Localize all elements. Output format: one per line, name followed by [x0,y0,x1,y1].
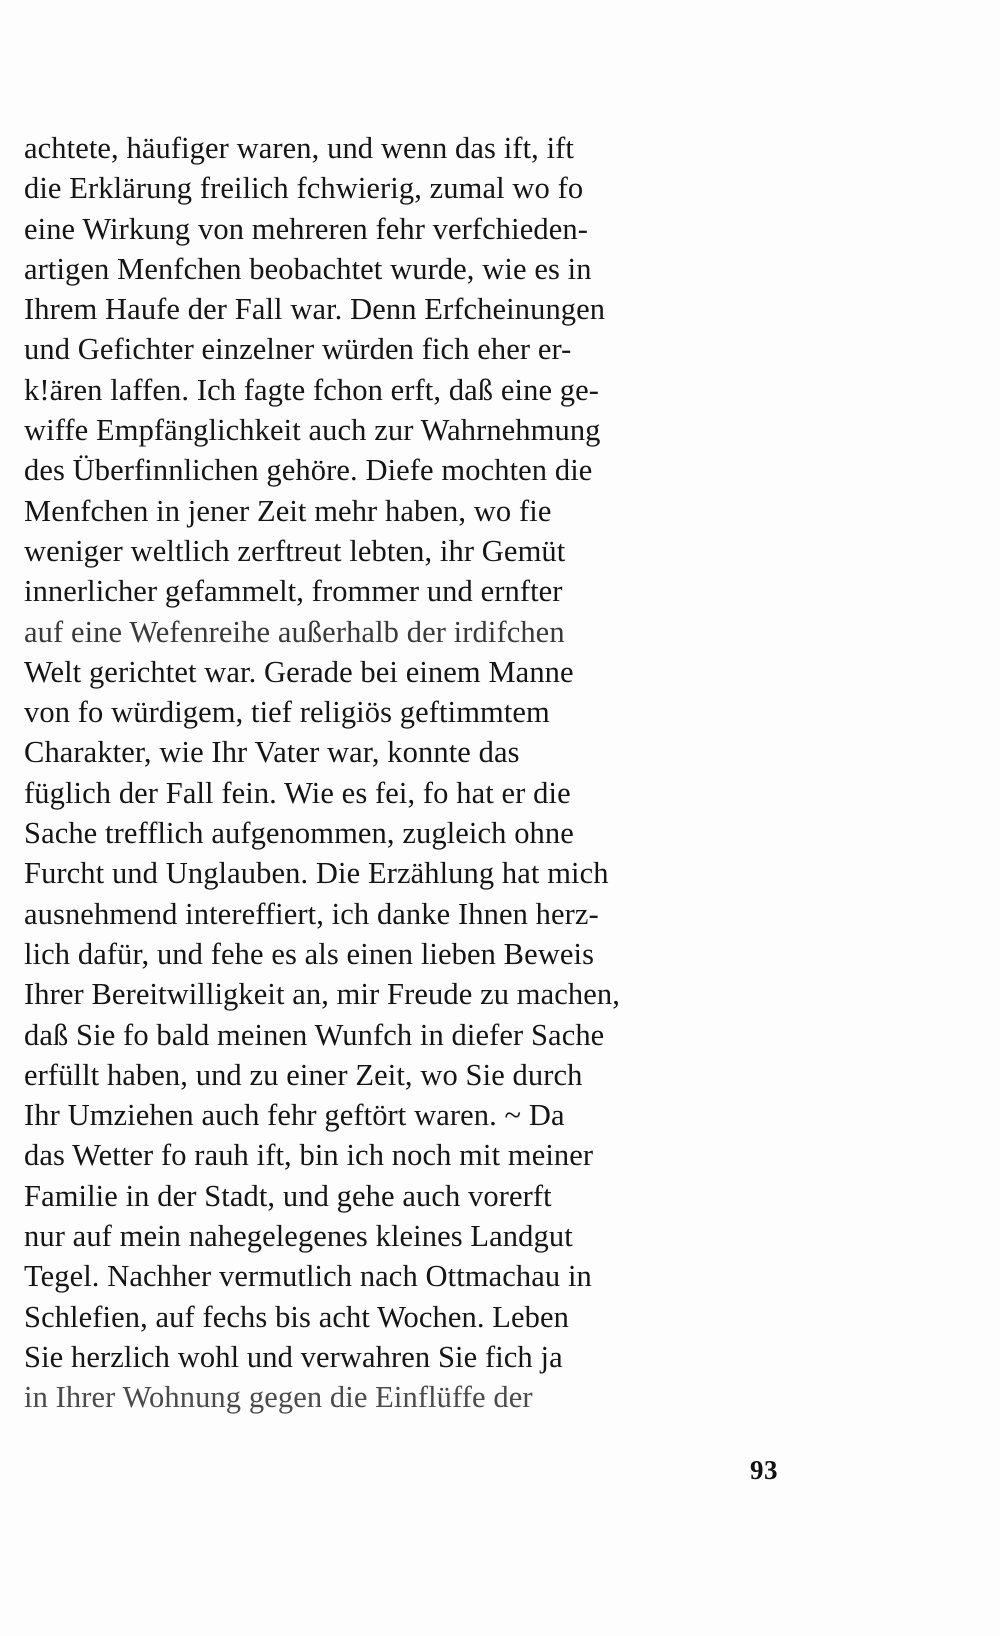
text-line: Tegel. Nachher vermutlich nach Ottmachau in [24,1259,592,1294]
text-line: Sache trefflich aufgenommen, zugleich ohne [24,816,574,851]
text-line: auf eine Wefenreihe außerhalb der irdifchen [24,614,565,649]
text-line: Menfchen in jener Zeit mehr haben, wo fie [24,493,552,528]
text-line: innerlicher gefammelt, frommer und ernfter [24,574,563,609]
text-line: ausnehmend intereffiert, ich danke Ihnen herz- [24,896,599,931]
text-line: Charakter, wie Ihr Vater war, konnte das [24,735,520,770]
text-line: Familie in der Stadt, und gehe auch vorerft [24,1178,552,1213]
text-line: Ihrem Haufe der Fall war. Denn Erfcheinungen [24,292,606,327]
text-line: und Gefichter einzelner würden fich eher er- [24,332,572,367]
text-line: Schlefien, auf fechs bis acht Wochen. Leben [24,1299,569,1334]
body-text [24,128,784,1418]
text-line: daß Sie fo bald meinen Wunfch in diefer Sache [24,1017,605,1052]
text-line: eine Wirkung von mehreren fehr verfchieden- [24,211,588,246]
text-line: von fo würdigem, tief religiös geftimmtem [24,695,550,730]
text-line: k!ären laffen. Ich fagte fchon erft, daß eine ge- [24,372,600,407]
text-line: Sie herzlich wohl und verwahren Sie fich ja [24,1339,563,1374]
text-line: in Ihrer Wohnung gegen die Einflüffe der [24,1380,533,1415]
text-line: das Wetter fo rauh ift, bin ich noch mit meiner [24,1138,594,1173]
text-line: nur auf mein nahegelegenes kleines Landgut [24,1219,573,1254]
text-line: Ihr Umziehen auch fehr geftört waren. ~ Da [24,1098,565,1133]
text-line: achtete, häufiger waren, und wenn das ift, ift [24,131,574,165]
text-line: des Überfinnlichen gehöre. Diefe mochten die [24,453,593,488]
text-line: wiffe Empfänglichkeit auch zur Wahrnehmung [24,413,601,448]
text-line: füglich der Fall fein. Wie es fei, fo hat er die [24,775,571,810]
text-line: erfüllt haben, und zu einer Zeit, wo Sie durch [24,1057,583,1092]
page-number: 93 [750,1455,778,1485]
text-line: lich dafür, und fehe es als einen lieben Beweis [24,936,595,971]
text-line: Ihrer Bereitwilligkeit an, mir Freude zu machen, [24,977,620,1012]
text-line: Welt gerichtet war. Gerade bei einem Manne [24,654,574,689]
text-line: die Erklärung freilich fchwierig, zumal wo fo [24,171,584,206]
text-line: weniger weltlich zerftreut lebten, ihr Gemüt [24,533,566,568]
text-line: Furcht und Unglauben. Die Erzählung hat mich [24,856,609,891]
text-line: artigen Menfchen beobachtet wurde, wie es in [24,251,592,286]
